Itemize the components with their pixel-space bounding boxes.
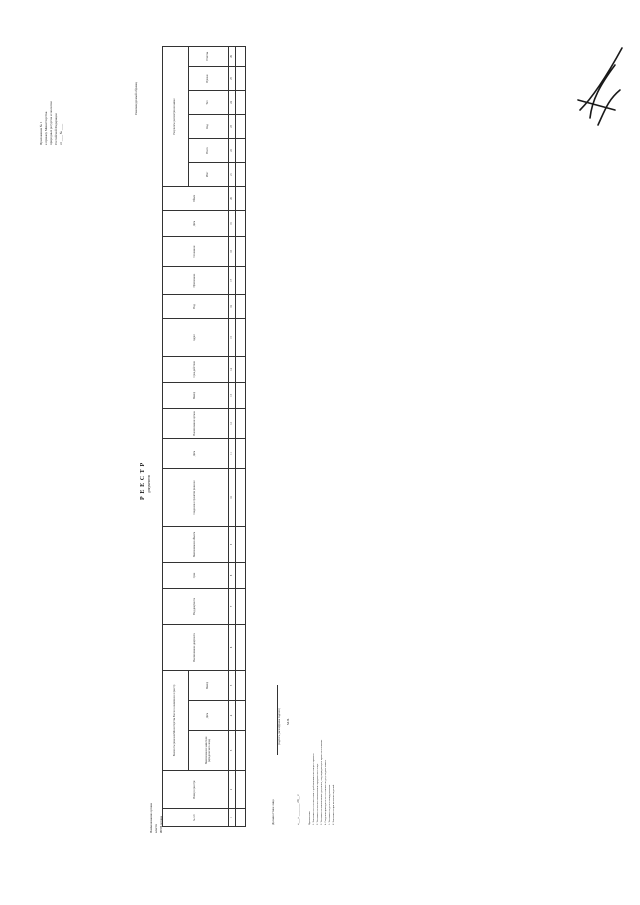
registry-table	[162, 46, 246, 827]
footnote: 5. Указывается дата и номер решения.	[328, 784, 331, 825]
column-number-cell: 25	[229, 67, 236, 91]
column-number-cell: 18	[229, 237, 236, 267]
column-number-cell: 22	[229, 139, 236, 163]
appendix-line: к приказу Министерства	[44, 111, 48, 145]
column-number-cell: 12	[229, 409, 236, 439]
col-header: Основание	[163, 237, 229, 267]
col-header: Вид	[163, 295, 229, 319]
col-header: Дата	[189, 701, 229, 731]
column-number-cell: 16	[229, 295, 236, 319]
column-number-cell: 15	[229, 319, 236, 357]
org-name: Наименование органа	[149, 803, 153, 833]
col-header: Примечание	[163, 267, 229, 295]
signature-post: Должностное лицо	[271, 799, 275, 825]
column-number-cell: 2	[229, 771, 236, 809]
col-header: Номер	[163, 383, 229, 409]
col-header: Номер	[189, 671, 229, 701]
col-header: Наименование объекта	[163, 527, 229, 563]
table-cell	[236, 139, 246, 163]
column-number-cell: 23	[229, 115, 236, 139]
signature-date: «___» ________ 20__ г.	[296, 793, 300, 825]
column-number-cell: 24	[229, 91, 236, 115]
col-header: Дата	[163, 439, 229, 469]
table-cell	[236, 383, 246, 409]
column-number-cell: 1	[229, 809, 236, 827]
footnote: 3. Указывается наименование документа, подтверждающего право пользования.	[320, 739, 323, 825]
table-number-row	[229, 47, 236, 827]
table-cell	[236, 625, 246, 671]
column-number-cell: 6	[229, 625, 236, 671]
column-number-cell: 17	[229, 267, 236, 295]
page-title: Р Е Е С Т Р	[140, 462, 146, 500]
table-cell	[236, 91, 246, 115]
column-number-cell: 20	[229, 187, 236, 211]
table-cell	[236, 731, 246, 771]
col-header: Вид документа	[163, 589, 229, 625]
col-header: Итог	[189, 163, 229, 187]
col-header: Объем	[163, 187, 229, 211]
table-cell	[236, 295, 246, 319]
col-header: Срок	[163, 563, 229, 589]
table-cell	[236, 67, 246, 91]
table-cell	[236, 439, 246, 469]
col-header: Код	[189, 115, 229, 139]
footnote: 1. Заполняется в соответствии с требованиями настоящего приказа.	[312, 753, 315, 825]
table-cell	[236, 527, 246, 563]
table-cell	[236, 771, 246, 809]
footnote: 6. Заполняется при наличии сведений.	[332, 784, 335, 825]
table-cell	[236, 187, 246, 211]
column-number-cell: 26	[229, 47, 236, 67]
footnote: 2. Указывается полное наименование юридического лица.	[316, 763, 319, 825]
table-group-header-row	[163, 47, 189, 827]
col-header: Наименование органа	[163, 409, 229, 439]
table-cell	[236, 809, 246, 827]
table-cell	[236, 211, 246, 237]
table-cell	[236, 701, 246, 731]
col-header: Номер в реестре	[163, 771, 229, 809]
col-header: Отметка	[189, 47, 229, 67]
table-cell	[236, 409, 246, 439]
column-number-cell: 10	[229, 469, 236, 527]
footnote: 4. Сведения приводятся по состоянию на дату подачи заявки.	[324, 759, 327, 825]
appendix-line: от ____ № ____	[59, 123, 63, 145]
appendix-line: природных ресурсов и экологии	[49, 101, 53, 145]
group-header-reg-decision: Реквизиты решения Министерства России о включении в реестр	[163, 671, 189, 771]
appendix-line: Приложение № 1	[39, 121, 43, 145]
group-header-results: Результаты рассмотрения заявки	[163, 47, 189, 187]
column-number-cell: 5	[229, 671, 236, 701]
col-header: Сведения о принятом решении	[163, 469, 229, 527]
table-cell	[236, 469, 246, 527]
table-cell	[236, 357, 246, 383]
col-header: Всего	[189, 139, 229, 163]
page-subtitle: документов	[147, 475, 151, 493]
column-number-cell: 11	[229, 439, 236, 469]
column-number-cell: 13	[229, 383, 236, 409]
col-header: Адрес	[163, 319, 229, 357]
column-number-cell: 19	[229, 211, 236, 237]
table-cell	[236, 671, 246, 701]
stamp-mp: М.П.	[286, 718, 290, 725]
footnote: Примечания:	[308, 811, 311, 825]
table-cell	[236, 563, 246, 589]
col-header: № п/п	[163, 809, 229, 827]
org-inn: ИНН органа	[159, 816, 163, 833]
col-header: Прочие	[189, 67, 229, 91]
handwritten-signature	[570, 40, 630, 130]
column-number-cell: 21	[229, 163, 236, 187]
col-header: Тип	[189, 91, 229, 115]
table-cell	[236, 267, 246, 295]
table-cell	[236, 589, 246, 625]
column-number-cell: 3	[229, 731, 236, 771]
column-number-cell: 9	[229, 527, 236, 563]
table-row	[236, 47, 246, 827]
form-label: Рекомендуемый образец	[134, 81, 138, 115]
org-power: власти	[154, 824, 158, 833]
appendix-line: Российской Федерации	[54, 113, 58, 145]
table-cell	[236, 115, 246, 139]
col-header: Наименование заявителя (юридического лица)	[189, 731, 229, 771]
table-cell	[236, 319, 246, 357]
column-number-cell: 8	[229, 563, 236, 589]
signature-caption: (подпись, расшифровка подписи)	[278, 708, 281, 745]
column-number-cell: 7	[229, 589, 236, 625]
col-header: Срок действия	[163, 357, 229, 383]
column-number-cell: 14	[229, 357, 236, 383]
table-cell	[236, 237, 246, 267]
column-number-cell: 4	[229, 701, 236, 731]
col-header: Дата	[163, 211, 229, 237]
table-cell	[236, 47, 246, 67]
col-header: Наименование документа	[163, 625, 229, 671]
table-cell	[236, 163, 246, 187]
